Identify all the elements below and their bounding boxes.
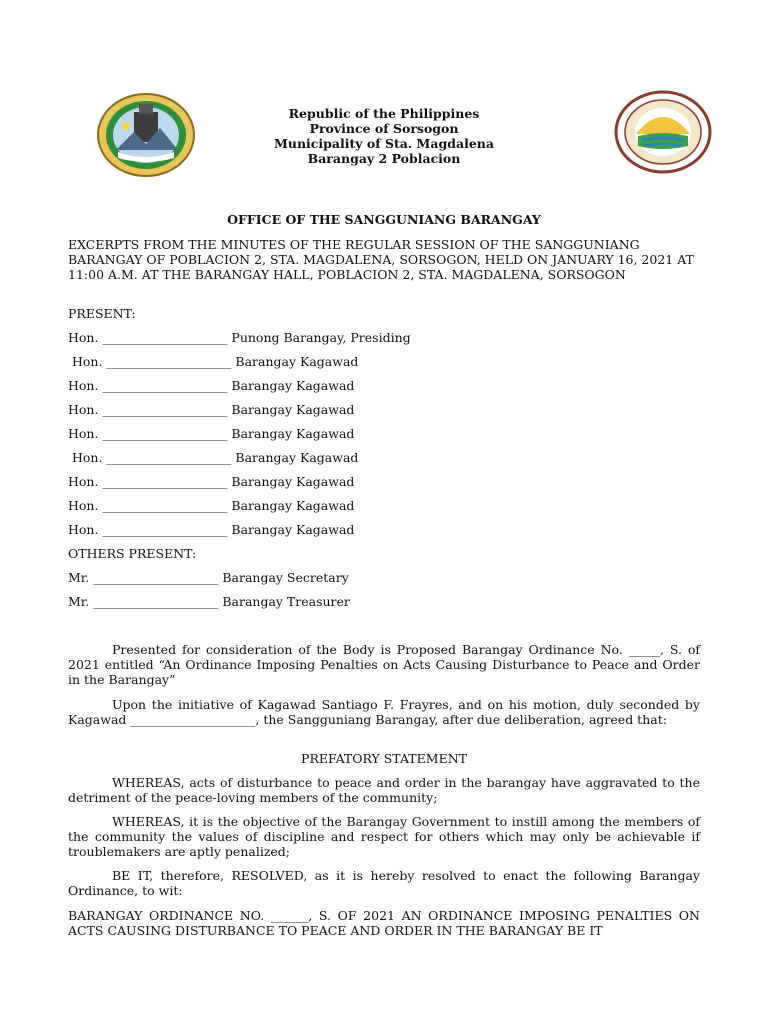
others-present-label: OTHERS PRESENT: <box>68 546 197 561</box>
whereas-paragraph-2: WHEREAS, it is the objective of the Barangay Government to instill among the members of the community the values of discipline and respect for others which may only be achievable if troublemakers are aptly penalized; <box>68 814 700 859</box>
paragraph-initiative: Upon the initiative of Kagawad Santiago F. Frayres, and on his motion, duly seconded by Kagawad ____________________, the Sangguniang Barangay, after due deliberation, agreed that: <box>68 697 700 727</box>
present-row: Hon. ____________________ Barangay Kagawad <box>72 450 359 465</box>
letterhead-line-barangay: Barangay 2 Poblacion <box>307 151 461 166</box>
letterhead-line-republic: Republic of the Philippines <box>288 106 480 121</box>
present-row: Hon. ____________________ Barangay Kagawad <box>68 402 355 417</box>
prefatory-statement-title: PREFATORY STATEMENT <box>301 751 467 766</box>
ordinance-paragraph: BARANGAY ORDINANCE NO. ______, S. OF 2021 AN ORDINANCE IMPOSING PENALTIES ON ACTS CAUSING DISTURBANCE TO PEACE AND ORDER IN THE BARANGAY BE IT <box>68 908 700 938</box>
resolved-paragraph: BE IT, therefore, RESOLVED, as it is hereby resolved to enact the following Barangay Ordinance, to wit: <box>68 868 700 898</box>
present-label: PRESENT: <box>68 306 136 321</box>
others-row: Mr. ____________________ Barangay Treasurer <box>68 594 350 609</box>
letterhead-line-municipality: Municipality of Sta. Magdalena <box>274 136 494 151</box>
others-row: Mr. ____________________ Barangay Secretary <box>68 570 349 585</box>
present-row: Hon. ____________________ Barangay Kagawad <box>68 426 355 441</box>
whereas-paragraph-1: WHEREAS, acts of disturbance to peace and order in the barangay have aggravated to the detriment of the peace-loving members of the community; <box>68 775 700 805</box>
office-title: OFFICE OF THE SANGGUNIANG BARANGAY <box>227 212 541 227</box>
present-row: Hon. ____________________ Barangay Kagawad <box>68 474 355 489</box>
present-row: Hon. ____________________ Barangay Kagawad <box>68 378 355 393</box>
letterhead-line-province: Province of Sorsogon <box>309 121 459 136</box>
paragraph-presented: Presented for consideration of the Body is Proposed Barangay Ordinance No. _____, S. of 2021 entitled “An Ordinance Imposing Penalties on Acts Causing Disturbance to Peace and Order in the Barangay” <box>68 642 700 687</box>
letterhead <box>0 106 768 166</box>
present-row: Hon. ____________________ Punong Barangay, Presiding <box>68 330 411 345</box>
excerpt-heading: EXCERPTS FROM THE MINUTES OF THE REGULAR SESSION OF THE SANGGUNIANG BARANGAY OF POBLACION 2, STA. MAGDALENA, SORSOGON, HELD ON JANUARY 16, 2021 AT 11:00 A.M. AT THE BARANGAY HALL, POBLACION 2, STA. MAGDALENA, SORSOGON <box>68 237 694 282</box>
present-row: Hon. ____________________ Barangay Kagawad <box>68 498 355 513</box>
present-row: Hon. ____________________ Barangay Kagawad <box>72 354 359 369</box>
present-row: Hon. ____________________ Barangay Kagawad <box>68 522 355 537</box>
